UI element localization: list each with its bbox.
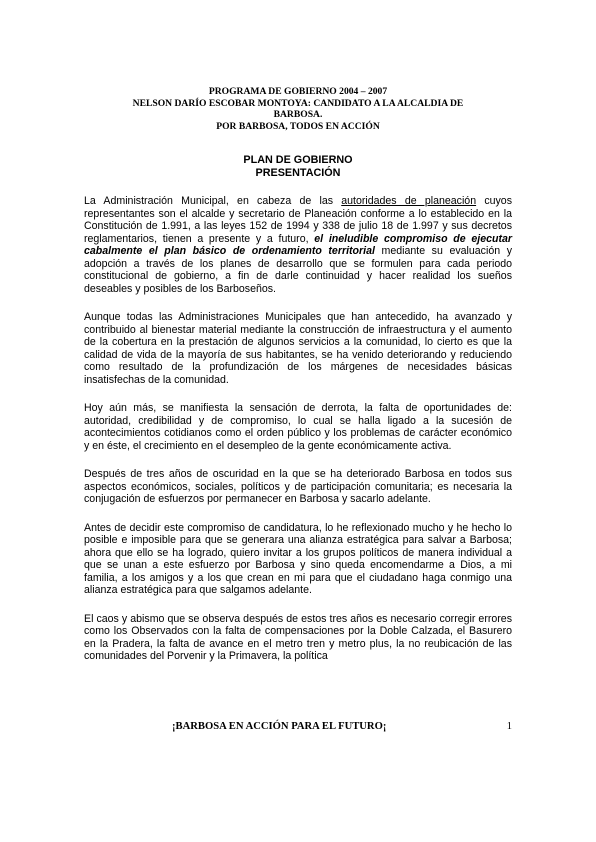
program-title: PROGRAMA DE GOBIERNO 2004 – 2007 [208,86,388,97]
slogan: POR BARBOSA, TODOS EN ACCIÓN [216,120,380,132]
paragraph-2: Aunque todas las Administraciones Municipales que han antecedido, ha avanzado y contribuido al bienestar material mediante la construcción de infraestructura y el aumento de la cobertura en la prestación de algunos servicios a la comunidad, lo cierto es que la calidad de vida de la mayoría de sus habitantes, se ha venido deteriorando y reduciendo como resultado de la profundización de los márgenes de necesidades básicas insatisfechas de la comunidad. [84,311,512,386]
paragraph-4: Después de tres años de oscuridad en la que se ha deteriorado Barbosa en todos sus aspectos económicos, sociales, políticos y de participación comunitaria; es necesaria la conjugación de esfuerzos por permanecer en Barbosa y sacarlo adelante. [84,468,512,505]
candidate-line-cont: BARBOSA. [273,109,323,121]
paragraph-6: El caos y abismo que se observa después de estos tres años es necesario corregir errores como los Observados con la falta de compensaciones por la Doble Calzada, el Basurero en la Pradera, la falta de avance en el metro tren y metro plus, la no reubicación de las comunidades del Porvenir y la Primavera, la política [84,612,512,662]
presentation-title: PRESENTACIÓN [255,167,341,179]
footer-slogan: ¡BARBOSA EN ACCIÓN PARA EL FUTURO¡ [172,721,387,732]
paragraph-1-text-c: mediante su evaluación y adopción a través de los planes de desarrollo que se formulen para cada periodo constitucional de gobierno, a fin de darle continuidad y hacer realidad los sueños deseables y posibles de los Barboseños. [84,245,512,295]
page-number: 1 [506,721,512,732]
paragraph-1 [84,195,512,295]
candidate-line: NELSON DARÍO ESCOBAR MONTOYA: CANDIDATO A LA ALCALDIA DE [132,97,464,109]
plan-title: PLAN DE GOBIERNO [243,154,353,166]
paragraph-1-text-b: cuyos representantes son el alcalde y secretario de Planeación conforme a lo establecido en la Constitución de 1.991, a las leyes 152 de 1994 y 338 de julio 18 de 1.997 y sus decretos reglamentarios, tienen a presente y a futuro, [84,195,512,245]
paragraph-5: Antes de decidir este compromiso de candidatura, lo he reflexionado mucho y he hecho lo posible e imposible para que se generara una alianza estratégica para salvar a Barbosa; ahora que ello se ha logrado, quiero invitar a los grupos políticos de manera individual a que se unan a este esfuerzo por Barbosa y sino queda encomendarme a Dios, a mi familia, a los amigos y a los que crean en mi para que el ciudadano haga conmigo una alianza estratégica para que salgamos adelante. [84,521,512,596]
paragraph-3: Hoy aún más, se manifiesta la sensación de derrota, la falta de oportunidades de: autoridad, credibilidad y de compromiso, lo cual se halla ligado a la sucesión de acontecimientos cotidianos como el orden público y los problemas de carácter económico y en éste, el crecimiento en el desempleo de la gente económicamente activa. [84,402,512,452]
section-title [84,154,512,180]
underlined-phrase: autoridades de planeación [341,195,477,207]
document-header [84,86,512,132]
paragraph-1-text-a: La Administración Municipal, en cabeza de las [84,195,342,207]
emphasized-phrase: el ineludible compromiso de ejecutar cabalmente el plan básico de ordenamiento territorial [84,232,512,257]
document-body [84,195,512,679]
